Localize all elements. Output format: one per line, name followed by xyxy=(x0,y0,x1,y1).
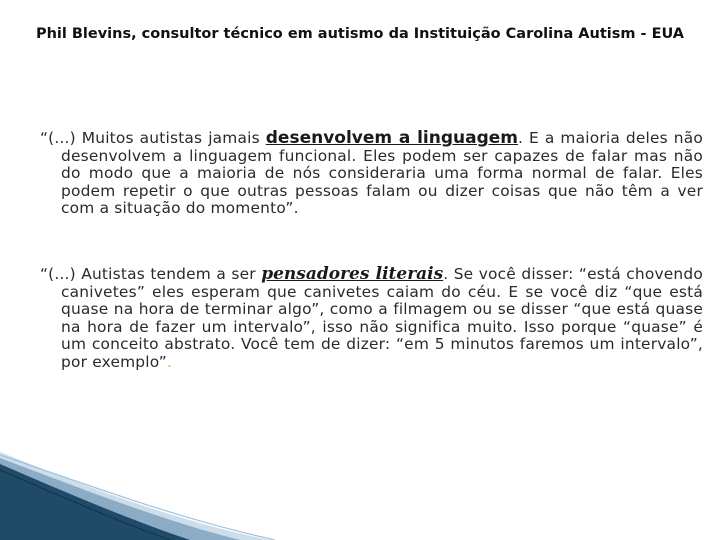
paragraph-2-final-mark: . xyxy=(167,352,173,371)
paragraph-1-text-end: . E a maioria deles não desenvolvem a linguagem funcional. Eles podem ser capazes de falar mas não do modo que a maioria de nós consideraria uma forma normal de falar. Eles podem repetir o que outras pessoas falam ou dizer coisas que não têm a ver com a situação do momento”. xyxy=(61,129,703,217)
paragraph-2-text-start: “(...) Autistas tendem a ser xyxy=(40,265,262,283)
paragraph-1-emphasis: desenvolvem a linguagem xyxy=(265,128,518,148)
paragraph-2-text-end: . Se você disser: “está chovendo canivetes” eles esperam que canivetes caiam do céu. E se você diz “que está quase na hora de terminar algo”, como a filmagem ou se disser “que está quase na hora de fazer um intervalo”, isso não significa muito. Isso porque “quase” é um conceito abstrato. Você tem de dizer: “em 5 minutos faremos um intervalo”, por exemplo” xyxy=(61,265,703,371)
paragraph-2-emphasis: pensadores literais xyxy=(261,264,444,284)
paragraph-1-text-start: “(...) Muitos autistas jamais xyxy=(40,129,266,147)
page-title: Phil Blevins, consultor técnico em autismo da Instituição Carolina Autism - EUA xyxy=(35,26,685,42)
